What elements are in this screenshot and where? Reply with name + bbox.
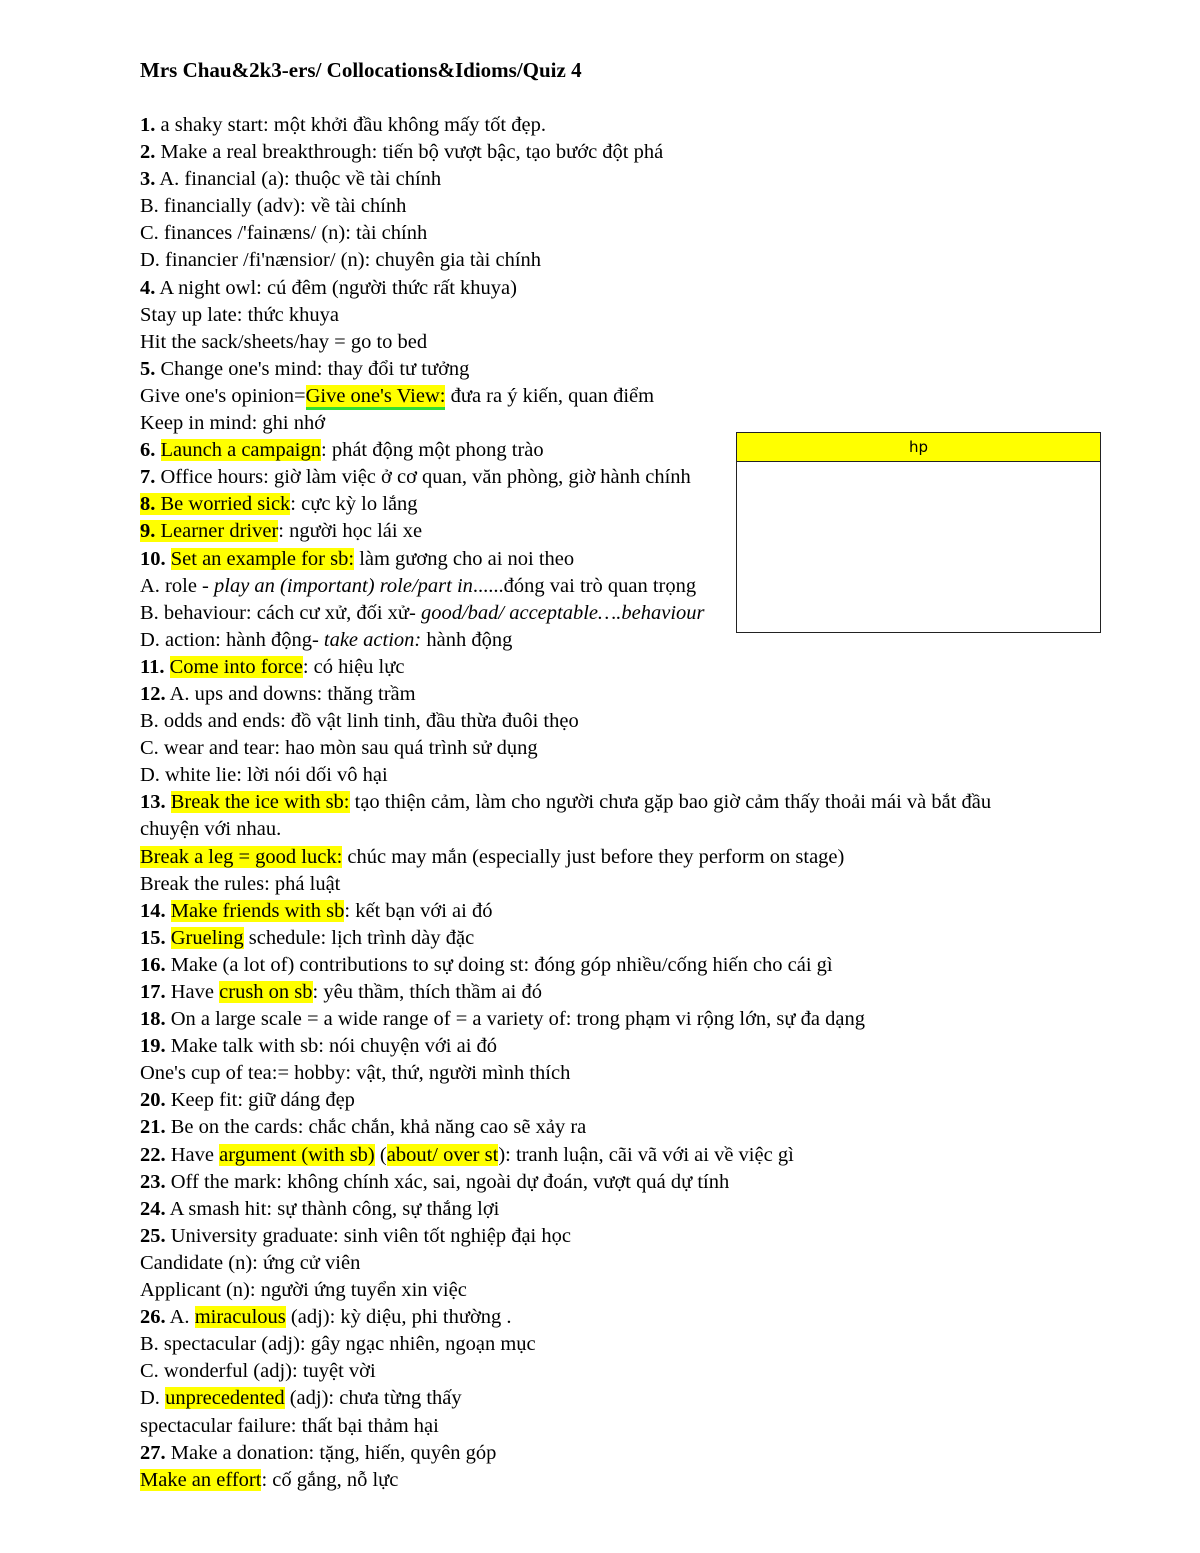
list-line — [140, 1467, 1140, 1494]
text-span: On a large scale = a wide range of = a variety of: trong phạm vi rộng lớn, sự đa dạng — [165, 1008, 865, 1031]
list-line — [140, 789, 1140, 816]
text-span: A. role - — [140, 574, 215, 597]
text-span: Make talk with sb: nói chuyện với ai đó — [165, 1035, 498, 1058]
vocabulary-list — [140, 112, 1140, 1494]
list-line — [140, 329, 1140, 356]
text-span: 25. — [140, 1224, 166, 1247]
text-span: : phát động một phong trào — [321, 439, 544, 462]
text-span: Give one's View: — [306, 385, 446, 410]
text-span: 19. — [140, 1035, 166, 1058]
text-span: (adj): chưa từng thấy — [284, 1387, 462, 1410]
text-span: Have — [165, 981, 220, 1003]
text-span: Hit the sack/sheets/hay = go to bed — [140, 330, 428, 353]
list-line — [140, 681, 1140, 708]
text-span: Have — [165, 1143, 220, 1166]
text-span: chuyện với nhau. — [140, 818, 282, 841]
text-span: : người học lái xe — [278, 520, 423, 543]
list-line — [140, 871, 1140, 898]
list-line — [140, 1385, 1140, 1412]
text-span: take action: — [323, 628, 422, 651]
text-span: Off the mark: không chính xác, sai, ngoài dự đoán, vượt quá dự tính — [165, 1170, 730, 1193]
text-span: B. odds and ends: đồ vật linh tinh, đầu thừa đuôi thẹo — [140, 710, 579, 733]
text-span: 1. — [140, 114, 156, 136]
text-span: Break the ice with sb: — [170, 791, 350, 814]
text-span: 11. — [140, 655, 165, 678]
list-line — [140, 1196, 1140, 1223]
text-span: miraculous — [194, 1306, 286, 1329]
text-span: : kết bạn với ai đó — [344, 899, 493, 922]
text-span: about/ over st — [386, 1143, 499, 1166]
text-span: schedule: lịch trình dày đặc — [243, 926, 475, 949]
text-span: chúc may mắn (especially just before they perform on stage) — [342, 845, 845, 868]
text-span — [166, 927, 171, 949]
text-span: C. wear and tear: hao mòn sau quá trình sử dụng — [140, 737, 538, 760]
text-span: D. action: hành động- — [140, 628, 324, 651]
text-span: 14. — [140, 899, 166, 922]
list-line — [140, 220, 1140, 247]
text-span: Keep fit: giữ dáng đẹp — [165, 1089, 355, 1112]
text-span: (adj): kỳ diệu, phi thường . — [285, 1306, 512, 1329]
text-span: Break a leg = good luck: — [140, 845, 343, 868]
text-span: đưa ra ý kiến, quan điểm — [445, 384, 655, 407]
text-span: 3. — [140, 168, 156, 191]
list-line — [140, 1114, 1140, 1141]
text-span: One's cup of tea:= hobby: vật, thứ, người mình thích — [140, 1062, 571, 1085]
list-line — [140, 139, 1140, 166]
text-span: 9. — [140, 520, 156, 543]
list-line — [140, 816, 1140, 843]
text-span: crush on sb — [219, 981, 313, 1003]
text-span: Make a donation: tặng, hiến, quyên góp — [165, 1441, 497, 1464]
text-span: A. financial (a): thuộc về tài chính — [155, 168, 442, 191]
text-span: play an (important) role/part in — [214, 574, 473, 597]
text-span: 24. — [140, 1197, 166, 1220]
text-span: Change one's mind: thay đổi tư tưởng — [155, 357, 470, 380]
list-line — [140, 112, 1140, 139]
list-line — [140, 762, 1140, 789]
text-span — [166, 791, 171, 813]
text-span: Make an effort — [140, 1468, 262, 1491]
text-span: : cực kỳ lo lắng — [290, 493, 418, 516]
text-span: Be worried sick — [155, 493, 291, 516]
text-span: A. ups and downs: thăng trầm — [165, 682, 416, 705]
text-span: Make friends with sb — [170, 899, 345, 922]
text-span: Break the rules: phá luật — [140, 872, 341, 895]
list-line — [140, 952, 1140, 979]
text-span: hành động — [421, 628, 513, 651]
text-span: 16. — [140, 953, 166, 976]
comment-box-label: hp — [737, 433, 1100, 462]
text-span: A smash hit: sự thành công, sự thắng lợi — [165, 1197, 500, 1220]
text-span: : cố gắng, nỗ lực — [261, 1468, 399, 1491]
text-span: Come into force — [169, 655, 303, 678]
text-span: B. financially (adv): về tài chính — [140, 195, 407, 218]
list-line — [140, 1060, 1140, 1087]
list-line — [140, 1331, 1140, 1358]
list-line — [140, 979, 1140, 1006]
text-span: ( — [374, 1143, 387, 1166]
list-line — [140, 654, 1140, 681]
text-span: 8. — [140, 493, 156, 516]
text-span: : yêu thầm, thích thầm ai đó — [312, 981, 542, 1003]
text-span: Keep in mind: ghi nhớ — [140, 412, 326, 435]
text-span: spectacular failure: thất bại thảm hại — [140, 1414, 439, 1437]
text-span: ......đóng vai trò quan trọng — [472, 574, 697, 597]
list-line — [140, 1142, 1140, 1169]
list-line — [140, 1169, 1140, 1196]
text-span: 13. — [140, 791, 166, 814]
text-span: Learner driver — [155, 520, 279, 543]
list-line — [140, 1223, 1140, 1250]
list-line — [140, 708, 1140, 735]
text-span: Stay up late: thức khuya — [140, 303, 339, 326]
text-span: D. white lie: lời nói dối vô hại — [140, 764, 388, 787]
text-span: A. — [165, 1306, 195, 1329]
list-line — [140, 1087, 1140, 1114]
text-span: 2. — [140, 141, 156, 164]
text-span: Set an example for sb: — [170, 547, 355, 570]
text-span: ): tranh luận, cãi vã với ai về việc gì — [498, 1143, 794, 1166]
list-line — [140, 1006, 1140, 1033]
page-title: Mrs Chau&2k3-ers/ Collocations&Idioms/Quiz 4 — [140, 58, 582, 82]
list-line — [140, 247, 1140, 274]
text-span: unprecedented — [165, 1387, 285, 1410]
text-span: good/bad/ acceptable….behaviour — [420, 601, 705, 624]
text-span: 6. — [140, 439, 156, 462]
text-span — [155, 439, 160, 461]
list-line — [140, 1440, 1140, 1467]
list-line — [140, 383, 1140, 410]
text-span: B. spectacular (adj): gây ngạc nhiên, ngoạn mục — [140, 1333, 536, 1356]
text-span: A night owl: cú đêm (người thức rất khuya) — [155, 276, 517, 299]
text-span: làm gương cho ai noi theo — [354, 547, 575, 570]
list-line — [140, 925, 1140, 952]
text-span: Grueling — [170, 926, 244, 949]
list-line — [140, 275, 1140, 302]
text-span: Make (a lot of) contributions to sự doing st: đóng góp nhiều/cống hiến cho cái gì — [165, 953, 833, 976]
text-span: tạo thiện cảm, làm cho người chưa gặp bao giờ cảm thấy thoải mái và bắt đầu — [349, 791, 992, 814]
text-span: Give one's opinion= — [140, 384, 306, 407]
text-span: University graduate: sinh viên tốt nghiệp đại học — [165, 1224, 571, 1247]
text-span — [166, 900, 171, 922]
list-line — [140, 1033, 1140, 1060]
text-span: 12. — [140, 682, 166, 705]
text-span: D. — [140, 1387, 166, 1410]
text-span — [165, 656, 170, 678]
text-span: 22. — [140, 1143, 166, 1166]
list-line — [140, 193, 1140, 220]
text-span: 23. — [140, 1170, 166, 1193]
text-span: Be on the cards: chắc chắn, khả năng cao sẽ xảy ra — [165, 1116, 587, 1139]
list-line — [140, 1250, 1140, 1277]
list-line — [140, 898, 1140, 925]
text-span: C. wonderful (adj): tuyệt vời — [140, 1360, 376, 1383]
list-line — [140, 1358, 1140, 1385]
text-span: Make a real breakthrough: tiến bộ vượt bậc, tạo bước đột phá — [155, 141, 664, 164]
text-span: 26. — [140, 1306, 166, 1329]
text-span: B. behaviour: cách cư xử, đối xử- — [140, 601, 421, 624]
list-line — [140, 844, 1140, 871]
list-line — [140, 1277, 1140, 1304]
text-span: 10. — [140, 547, 166, 570]
text-span: Candidate (n): ứng cử viên — [140, 1251, 361, 1274]
text-span: D. financier /fi'nænsior/ (n): chuyên gia tài chính — [140, 249, 542, 272]
text-span: Office hours: giờ làm việc ở cơ quan, văn phòng, giờ hành chính — [155, 466, 691, 489]
list-line — [140, 302, 1140, 329]
text-span: C. finances /'fainæns/ (n): tài chính — [140, 222, 428, 245]
list-line — [140, 1304, 1140, 1331]
list-line — [140, 166, 1140, 193]
list-line — [140, 356, 1140, 383]
list-line — [140, 1413, 1140, 1440]
text-span: argument (with sb) — [219, 1143, 375, 1166]
text-span: Launch a campaign — [160, 439, 322, 462]
text-span: 18. — [140, 1008, 166, 1031]
text-span: 7. — [140, 466, 156, 489]
text-span: 27. — [140, 1441, 166, 1464]
text-span: a shaky start: một khởi đầu không mấy tốt đẹp. — [155, 114, 546, 136]
text-span: Applicant (n): người ứng tuyển xin việc — [140, 1279, 467, 1302]
text-span: 21. — [140, 1116, 166, 1139]
text-span: 15. — [140, 926, 166, 949]
text-span — [166, 548, 171, 570]
list-line — [140, 735, 1140, 762]
text-span: 17. — [140, 981, 166, 1003]
text-span: 20. — [140, 1089, 166, 1112]
text-span: : có hiệu lực — [302, 655, 405, 678]
comment-box[interactable] — [736, 432, 1101, 633]
text-span: 4. — [140, 276, 156, 299]
text-span: 5. — [140, 357, 156, 380]
